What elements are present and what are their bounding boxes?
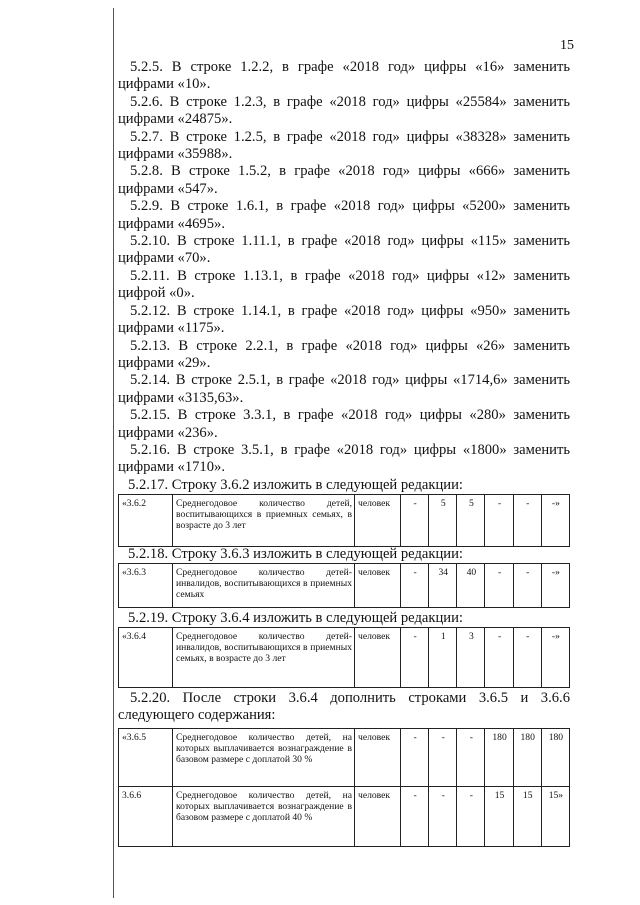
row-number: «3.6.2	[119, 495, 173, 547]
row-unit: человек	[355, 787, 401, 847]
row-value: -	[513, 628, 541, 688]
row-value: 40	[457, 564, 485, 608]
row-value: -	[457, 787, 485, 847]
row-value: 15»	[541, 787, 569, 847]
row-value: -	[401, 787, 429, 847]
row-value: -	[513, 564, 541, 608]
page-number: 15	[560, 38, 574, 53]
row-value: 34	[429, 564, 457, 608]
amendment-item: 5.2.15. В строке 3.3.1, в графе «2018 год» цифры «280» заменить цифрами «236».	[118, 407, 570, 441]
section-heading: 5.2.19. Строку 3.6.4 изложить в следующей редакции:	[128, 610, 463, 626]
section-heading: 5.2.18. Строку 3.6.3 изложить в следующей редакции:	[128, 546, 463, 562]
row-value: -	[429, 787, 457, 847]
row-number: «3.6.5	[119, 729, 173, 787]
row-description: Среднегодовое количество детей, воспитывающихся в приемных семьях, в возрасте до 3 лет	[173, 495, 355, 547]
row-value: 15	[485, 787, 513, 847]
rows-table-3-6-5-3-6-6	[118, 728, 570, 847]
amendment-item: 5.2.14. В строке 2.5.1, в графе «2018 год» цифры «1714,6» заменить цифрами «3135,63».	[118, 372, 570, 406]
row-number: «3.6.3	[119, 564, 173, 608]
section-5-2-19	[118, 610, 570, 688]
section-5-2-18	[118, 546, 570, 608]
amendment-item: 5.2.12. В строке 1.14.1, в графе «2018 год» цифры «950» заменить цифрами «1175».	[118, 302, 570, 337]
section-5-2-20	[118, 690, 570, 847]
table-row	[119, 564, 570, 608]
row-value: 15	[513, 787, 541, 847]
row-value: -	[401, 729, 429, 787]
row-number: «3.6.4	[119, 628, 173, 688]
section-5-2-17	[118, 477, 570, 547]
row-value: 180	[513, 729, 541, 787]
amendment-item: 5.2.13. В строке 2.2.1, в графе «2018 год» цифры «26» заменить цифрами «29».	[118, 337, 570, 371]
amendment-item: 5.2.11. В строке 1.13.1, в графе «2018 год» цифры «12» заменить цифрой «0».	[118, 267, 570, 302]
amendment-item: 5.2.5. В строке 1.2.2, в графе «2018 год» цифры «16» заменить цифрами «10».	[118, 59, 570, 93]
amendment-item: 5.2.9. В строке 1.6.1, в графе «2018 год» цифры «5200» заменить цифрами «4695».	[118, 198, 570, 232]
row-value: -	[401, 628, 429, 688]
amendment-item: 5.2.16. В строке 3.5.1, в графе «2018 год» цифры «1800» заменить цифрами «1710».	[118, 441, 570, 476]
row-description: Среднегодовое количество детей, на которых выплачивается вознаграждение в базовом размере с доплатой 30 %	[173, 729, 355, 787]
row-value: 3	[457, 628, 485, 688]
row-number: 3.6.6	[119, 787, 173, 847]
row-table-3-6-2	[118, 494, 570, 547]
row-description: Среднегодовое количество детей, на которых выплачивается вознаграждение в базовом размере с доплатой 40 %	[173, 787, 355, 847]
row-table-3-6-3	[118, 563, 570, 608]
row-value: -»	[541, 564, 569, 608]
table-row	[119, 787, 570, 847]
row-value: 5	[457, 495, 485, 547]
left-margin-line	[113, 8, 114, 898]
row-unit: человек	[355, 628, 401, 688]
amendment-list	[118, 59, 570, 477]
section-heading: 5.2.20. После строки 3.6.4 дополнить строками 3.6.5 и 3.6.6 следующего содержания:	[118, 690, 570, 723]
row-value: -	[485, 495, 513, 547]
row-value: -	[401, 564, 429, 608]
row-value: -	[485, 628, 513, 688]
row-description: Среднегодовое количество детей-инвалидов, воспитывающихся в приемных семьях, в возрасте до 3 лет	[173, 628, 355, 688]
table-row	[119, 729, 570, 787]
row-value: -»	[541, 495, 569, 547]
row-value: -	[401, 495, 429, 547]
row-value: -	[513, 495, 541, 547]
row-unit: человек	[355, 495, 401, 547]
row-value: -	[457, 729, 485, 787]
row-value: 180	[541, 729, 569, 787]
amendment-item: 5.2.6. В строке 1.2.3, в графе «2018 год» цифры «25584» заменить цифрами «24875».	[118, 93, 570, 128]
row-value: -	[485, 564, 513, 608]
amendment-item: 5.2.10. В строке 1.11.1, в графе «2018 год» цифры «115» заменить цифрами «70».	[118, 233, 570, 267]
row-table-3-6-4	[118, 627, 570, 688]
amendment-item: 5.2.7. В строке 1.2.5, в графе «2018 год» цифры «38328» заменить цифрами «35988».	[118, 128, 570, 163]
section-heading: 5.2.17. Строку 3.6.2 изложить в следующей редакции:	[128, 477, 463, 493]
row-value: -	[429, 729, 457, 787]
table-row	[119, 628, 570, 688]
amendment-item: 5.2.8. В строке 1.5.2, в графе «2018 год» цифры «666» заменить цифрами «547».	[118, 163, 570, 197]
table-row	[119, 495, 570, 547]
row-value: 180	[485, 729, 513, 787]
row-description: Среднегодовое количество детей-инвалидов, воспитывающихся в приемных семьях	[173, 564, 355, 608]
row-value: 1	[429, 628, 457, 688]
row-unit: человек	[355, 564, 401, 608]
row-value: -»	[541, 628, 569, 688]
row-unit: человек	[355, 729, 401, 787]
row-value: 5	[429, 495, 457, 547]
